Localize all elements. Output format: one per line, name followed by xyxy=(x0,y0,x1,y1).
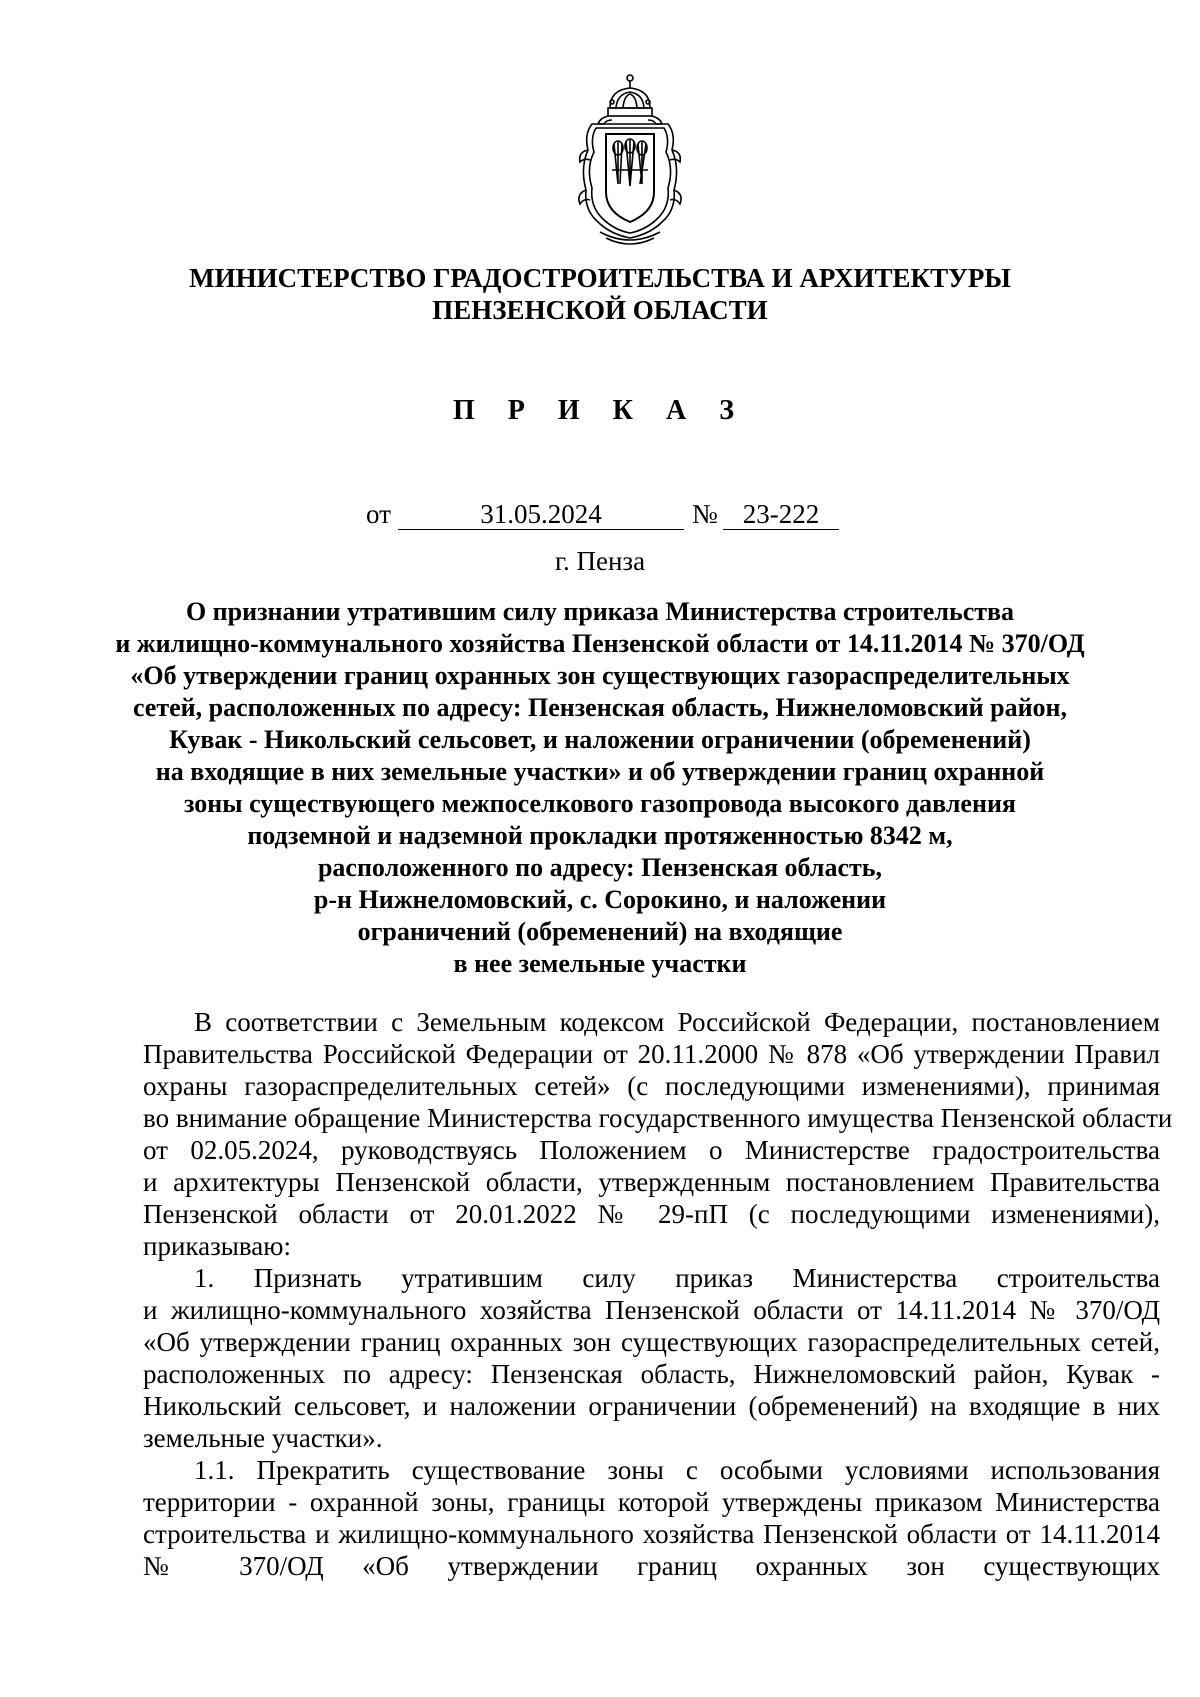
subject-line: в нее земельные участки xyxy=(453,949,747,978)
subject-line: на входящие в них земельные участки» и об утверждении границ охранной xyxy=(155,757,1045,786)
subject-line: подземной и надземной прокладки протяженностью 8342 м, xyxy=(247,821,953,850)
body-line: во внимание обращение Министерства государственного имущества Пензенской области xyxy=(143,1103,1173,1133)
body-line: Правительства Российской Федерации от 20.11.2000 № 878 «Об утверждении Правил xyxy=(143,1039,1160,1069)
coat-of-arms-icon xyxy=(570,72,690,250)
order-subject xyxy=(100,596,1100,980)
order-title: П Р И К А З xyxy=(453,395,747,426)
body-line: 1. Признать утратившим силу приказ Министерства строительства xyxy=(194,1263,1160,1293)
order-number: 23-222 xyxy=(723,499,839,530)
body-line: и жилищно-коммунального хозяйства Пензенской области от 14.11.2014 № 370/ОД xyxy=(143,1295,1160,1325)
body-line: земельные участки». xyxy=(143,1423,383,1453)
body-line: расположенных по адресу: Пензенская область, Нижнеломовский район, Кувак - xyxy=(143,1359,1160,1389)
subject-line: р-н Нижнеломовский, с. Сорокино, и наложении xyxy=(313,885,887,914)
subject-line: расположенного по адресу: Пензенская область, xyxy=(317,853,883,882)
ministry-name-line-2: ПЕНЗЕНСКОЙ ОБЛАСТИ xyxy=(432,295,768,325)
body-line: 1.1. Прекратить существование зоны с особыми условиями использования xyxy=(194,1455,1160,1485)
order-date-number-row xyxy=(0,499,1200,535)
body-line: территории - охранной зоны, границы которой утверждены приказом Министерства xyxy=(143,1487,1160,1517)
subject-line: сетей, расположенных по адресу: Пензенская область, Нижнеломовский район, xyxy=(132,693,1068,722)
body-line: № 370/ОД «Об утверждении границ охранных зон существующих xyxy=(143,1551,1160,1581)
subject-line: О признании утратившим силу приказа Министерства строительства xyxy=(185,597,1015,626)
body-line: строительства и жилищно-коммунального хозяйства Пензенской области от 14.11.2014 xyxy=(143,1519,1160,1549)
subject-line: и жилищно-коммунального хозяйства Пензенской области от 14.11.2014 № 370/ОД xyxy=(115,629,1085,658)
body-line: Пензенской области от 20.01.2022 № 29-пП (с последующими изменениями), xyxy=(143,1199,1160,1229)
body-line: и архитектуры Пензенской области, утвержденным постановлением Правительства xyxy=(143,1167,1160,1197)
body-line: охраны газораспределительных сетей» (с последующими изменениями), принимая xyxy=(143,1071,1160,1101)
subject-line: зоны существующего межпоселкового газопровода высокого давления xyxy=(184,789,1016,818)
body-line: приказываю: xyxy=(143,1231,291,1261)
body-line: Никольский сельсовет, и наложении ограничении (обременений) на входящие в них xyxy=(143,1391,1160,1421)
subject-line: ограничений (обременений) на входящие xyxy=(357,917,843,946)
date-prefix: от xyxy=(366,499,391,529)
subject-line: «Об утверждении границ охранных зон существующих газораспределительных xyxy=(130,661,1070,690)
number-prefix: № xyxy=(692,499,718,529)
body-line: от 02.05.2024, руководствуясь Положением о Министерстве градостроительства xyxy=(143,1135,1160,1165)
subject-line: Кувак - Никольский сельсовет, и наложении ограничении (обременений) xyxy=(169,725,1031,754)
body-line: «Об утверждении границ охранных зон существующих газораспределительных сетей, xyxy=(143,1327,1160,1357)
body-line: В соответствии с Земельным кодексом Российской Федерации, постановлением xyxy=(194,1007,1160,1037)
order-date: 31.05.2024 xyxy=(398,499,684,530)
order-city: г. Пенза xyxy=(554,546,646,576)
ministry-name-line-1: МИНИСТЕРСТВО ГРАДОСТРОИТЕЛЬСТВА И АРХИТЕКТУРЫ xyxy=(189,263,1011,293)
